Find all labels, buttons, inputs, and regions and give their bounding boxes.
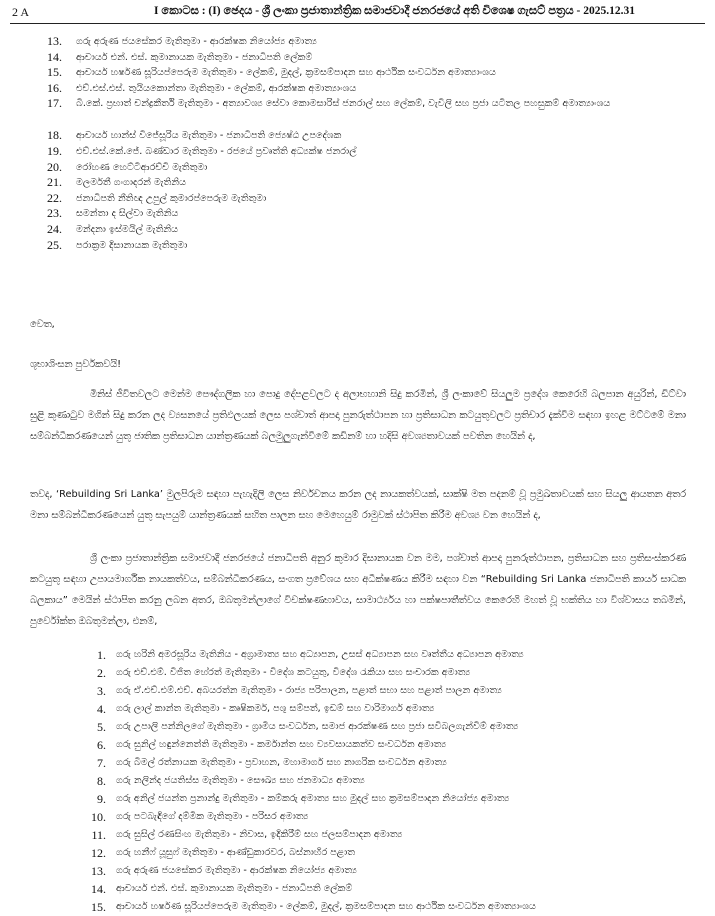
item-number: 10. <box>91 810 106 824</box>
paragraph-1: මිනිස් ජීවිතවලට මෙන්ම පෞද්ගලික හා පොදු දේපළවලට ද අලාභහානි සිදු කරමින්, ශ්‍රී ලංකාවේ සියලුම ප්‍රදේශ කෙරෙහි බලපාන අයුරින්, ඩිට්වා සුළි කුණාටුව මගින් සිදු කරන ලද ව්‍යසනයේ ප්‍රතිඵලයක් ලෙස පශ්චාත් ආපදා පුනරුත්ථාපන හා ප්‍රතිසාධන කටයුතුවලට ප්‍රතිචාර දැක්වීම සඳහා ඉහළ මට්ටමේ මනා සම්බන්ධීකරණයෙන් යුතු ජාතික ප්‍රතිසාධන යාන්ත්‍රණයක් බලමුලුගැන්වීමේ කඩිනම් හා හදිසි අවශ්‍යතාවයක් පවතින හෙයින් ද, <box>30 389 686 442</box>
item-number: 24. <box>47 221 62 236</box>
item-text: ගරු අනිල් ජයන්ත ප්‍රනාන්දු මැතිතුමා - කම්කරු අමාත්‍ය සහ මුදල් සහ ක්‍රමසම්පාදන නියෝජ්‍ය අමාත්‍ය <box>116 793 510 804</box>
list-item <box>84 826 704 844</box>
greeting: ශුභාශිංසන පුර්වකවයි! <box>30 359 122 370</box>
item-text: ගරු නලින්ද ජයතිස්ස මැතිතුමා - සෞඛ්‍ය සහ ජනමාධ්‍ය අමාත්‍ය <box>116 775 365 786</box>
item-number: 23. <box>47 206 62 221</box>
list-item <box>40 175 690 191</box>
item-number: 14. <box>47 49 62 64</box>
list-item <box>84 682 704 700</box>
item-number: 19. <box>47 143 62 158</box>
item-number: 11. <box>91 828 106 842</box>
list-item <box>84 646 704 664</box>
item-text: මලර්මතී ගංගාදරන් මැතිනිය <box>76 177 187 189</box>
item-number: 12. <box>91 846 106 860</box>
list-item <box>40 81 690 97</box>
list-item <box>84 862 704 880</box>
item-number: 13. <box>91 864 106 878</box>
gazette-title: I කොටස : (I) ඡෙදය - ශ්‍රී ලංකා ප්‍රජාතාන්ත්‍රික සමාජවාදී ජනරජයේ අති විශෙෂ ගැසට් පත්‍රය - 2025.12.31 <box>154 5 635 17</box>
item-number: 9. <box>97 792 106 806</box>
list-item <box>84 844 704 862</box>
item-text: සමන්තා ද සිල්වා මැතිනිය <box>76 208 179 220</box>
list-item <box>84 790 704 808</box>
list-item <box>40 128 690 144</box>
item-text: ගරු බිමල් රත්නායක මැතිතුමා - ප්‍රවාහන, මහාමාර්ග සහ නාගරික සංවර්ධන අමාත්‍ය <box>116 757 447 768</box>
item-number: 1. <box>97 648 106 662</box>
item-text: ගරු සුනිල් හඳුන්නෙත්ති මැතිතුමා - කර්මාන්ත සහ ව්‍යවසායකත්ව සංවර්ධන අමාත්‍ය <box>116 739 447 750</box>
list-item <box>84 880 704 898</box>
item-text: පරාක්‍රම දිසානායක මැතිතුමා <box>76 239 188 251</box>
members-list-continued <box>40 34 690 253</box>
list-item <box>40 222 690 238</box>
list-item <box>84 664 704 682</box>
item-text: ගරු අරුණ ජයසේකර මැතිතුමා - ආරක්ෂක නියෝජ්‍ය අමාත්‍ය <box>116 865 357 876</box>
list-item <box>40 96 690 128</box>
item-text: ආචාර්ය හර්ෂණ සූරියප්පෙරුම මැතිතුමා - ලේකම්, මුදල්, ක්‍රමසම්පාදන සහ ආර්ථික සංවර්ධන අමාත්‍යාංශය <box>76 67 496 79</box>
item-number: 22. <box>47 190 62 205</box>
item-number: 15. <box>47 65 62 80</box>
item-number: 16. <box>47 80 62 95</box>
item-text: ගරු හරිනි අමරසූරිය මැතිනිය - අග්‍රාමාත්‍ය සහ අධ්‍යාපන, උසස් අධ්‍යාපන සහ වෘත්තීය අධ්‍යාපන අමාත්‍ය <box>116 649 524 660</box>
item-number: 3. <box>97 684 106 698</box>
list-item <box>84 736 704 754</box>
item-number: 13. <box>47 34 62 48</box>
list-item <box>40 34 690 50</box>
list-item <box>84 718 704 736</box>
item-number: 17. <box>47 96 62 111</box>
list-item <box>84 898 704 916</box>
item-text: ගරු එච්.එම්. විජිත හේරත් මැතිතුමා - විදේශ කටයුතු, විදේශ රැකියා සහ සංචාරක අමාත්‍ය <box>116 667 471 678</box>
item-text: එච්.එස්.එස්. තුයියකොන්තා මැතිතුමා - ලේකම්, ආරක්ෂක අමාත්‍යාංශය <box>76 82 357 94</box>
item-number: 14. <box>91 882 106 896</box>
list-item <box>84 700 704 718</box>
list-item <box>40 144 690 160</box>
item-text: ගරු හනීෆ් යූසුෆ් මැතිතුමා - ආණ්ඩුකාරවර, බස්නාහිර පළාත <box>116 847 356 858</box>
list-item <box>84 772 704 790</box>
item-number: 4. <box>97 702 106 716</box>
item-text: ගරු අරුණ ජයසේකර මැතිතුමා - ආරක්ෂක නියෝජ්‍ය අමාත්‍ය <box>76 36 317 47</box>
list-item <box>84 808 704 826</box>
item-number: 2. <box>97 666 106 680</box>
salutation: වෙත, <box>30 319 55 330</box>
item-text: ආචාර්ය එන්. එස්. කුමානායක මැතිතුමා - ජනාධිපති ලේකම් <box>116 883 353 894</box>
list-item <box>40 238 690 254</box>
item-text: ආචාර්ය හාන්ස් විජේසූරිය මැතිතුමා - ජනාධිපති ජ්‍යෙෂ්ඨ උපදේශක <box>76 130 342 142</box>
item-number: 21. <box>47 175 62 190</box>
item-number: 5. <box>97 720 106 734</box>
item-text: මන්දනා ඉස්මයිල් මැතිනිය <box>76 223 179 235</box>
item-text: ආචාර්ය එන්. එස්. කුමානායක මැතිතුමා - ජනාධිපති ලේකම් <box>76 51 313 63</box>
list-item <box>40 160 690 176</box>
list-item <box>40 191 690 207</box>
list-item <box>40 50 690 66</box>
item-number: 8. <box>97 774 106 788</box>
header-divider <box>10 23 705 24</box>
list-item <box>40 65 690 81</box>
item-number: 6. <box>97 738 106 752</box>
item-number: 20. <box>47 159 62 174</box>
page-header <box>0 2 715 22</box>
item-number: 7. <box>97 756 106 770</box>
item-text: ගරු ලාල් කාන්ත මැතිතුමා - කෘෂිකර්ම, පශු සම්පත්, ඉඩම් සහ වාරිමාර්ග අමාත්‍ය <box>116 703 435 714</box>
item-text: බී.කේ. ප්‍රභාත් චන්ද්‍රකීර්ති මැතිතුමා - අත්‍යාවශ්‍ය සේවා කොමසාරිස් ජනරාල් සහ ලේකම්, වැවිලි සහ ප්‍රජා යටිතල පහසුකම් අමාත්‍යාංශය <box>76 98 611 110</box>
item-number: 25. <box>47 237 62 252</box>
item-text: ගරු උපාලි පන්නිලගේ මැතිතුමා - ග්‍රාමීය සංවර්ධන, සමාජ ආරක්ෂණ සහ ප්‍රජා සවිබලගැන්වීම් අමාත්‍ය <box>116 721 519 732</box>
list-item <box>84 754 704 772</box>
page-number: 2 A <box>12 5 30 19</box>
item-number: 18. <box>47 128 62 143</box>
item-text: රෝහණ හෙට්ටිආරච්චි මැතිතුමා <box>76 161 208 173</box>
list-item <box>40 206 690 222</box>
paragraph-3: ශ්‍රී ලංකා ප්‍රජාතාන්ත්‍රික සමාජවාදී ජනරජයේ ජනාධිපති අනුර කුමාර දිසානායක වන මම, පශ්චාත් ආපදා පුනරුත්ථාපන, ප්‍රතිසාධන සහ ප්‍රතිසංස්කරණ කටයුතු සඳහා උපායමාර්ගික නායකත්වය, සම්බන්ධීකරණය, සංගත ප්‍රවේශය සහ අධීක්ෂණය කිරීම සඳහා වන “Rebuilding Sri Lanka ජනාධිපති කාර්ය සාධක බලකාය” මෙයින් ස්ථාපිත කරනු ලබන අතර, ඔබතුමන්ලාගේ විචක්ෂණභාවය, සාමාර්ථ්‍යය හා පක්ෂපාතීත්වය කෙරෙහි මහත් වූ භක්තිය හා විශ්වාසය තබමින්, පුර්වෝක්ත ඔබතුමන්ලා, එනම්, <box>30 553 686 627</box>
item-text: ජනාධිපති නීතිඥ උපුල් කුමාරප්පෙරුම මැතිතුමා <box>76 192 267 204</box>
paragraph-2: තවද, ‘Rebuilding Sri Lanka’ මුලපිරුම සඳහා පැහැදිලි ලෙස නිර්වචනය කරන ලද නායකත්වයක්, සාක්ෂි මත පදනම් වූ ප්‍රමුඛතාවයක් සහ සියලු ආයතන අතර මනා සම්බන්ධීකරණයෙන් යුතු සැපයුම් යාන්ත්‍රණයක් සහිත පාලන සහ මෙහෙයුම් රාමුවක් ස්ථාපිත කිරීම අවශ්‍ය වන හෙයින් ද, <box>30 489 686 521</box>
item-text: ගරු සුසිල් රණසිංහ මැතිතුමා - නිවාස, ඉදිකිරීම් සහ ජලසම්පාදන අමාත්‍ය <box>116 829 403 840</box>
item-text: එච්.එස්.කේ.ජේ. බණ්ඩාර මැතිතුමා - රජයේ ප්‍රවෘත්ති අධ්‍යක්ෂ ජනරාල් <box>76 145 357 157</box>
item-text: ආචාර්ය හර්ෂණ සූරියප්පෙරුම මැතිතුමා - ලේකම්, මුදල්, ක්‍රමසම්පාදන සහ ආර්ථික සංවර්ධන අමාත්‍යාංශය <box>116 901 536 912</box>
item-text: ගරු ඒ.එච්.එම්.එච්. අබයරත්න මැතිතුමා - රාජ්‍ය පරිපාලන, පළාත් සභා සහ පළාත් පාලන අමාත්‍ය <box>116 685 502 696</box>
item-number: 15. <box>91 900 106 914</box>
task-force-members-list <box>84 646 704 916</box>
item-text: ගරු පටබැඳිගේ දම්මික මැතිතුමා - පරිසර අමාත්‍ය <box>116 811 309 822</box>
